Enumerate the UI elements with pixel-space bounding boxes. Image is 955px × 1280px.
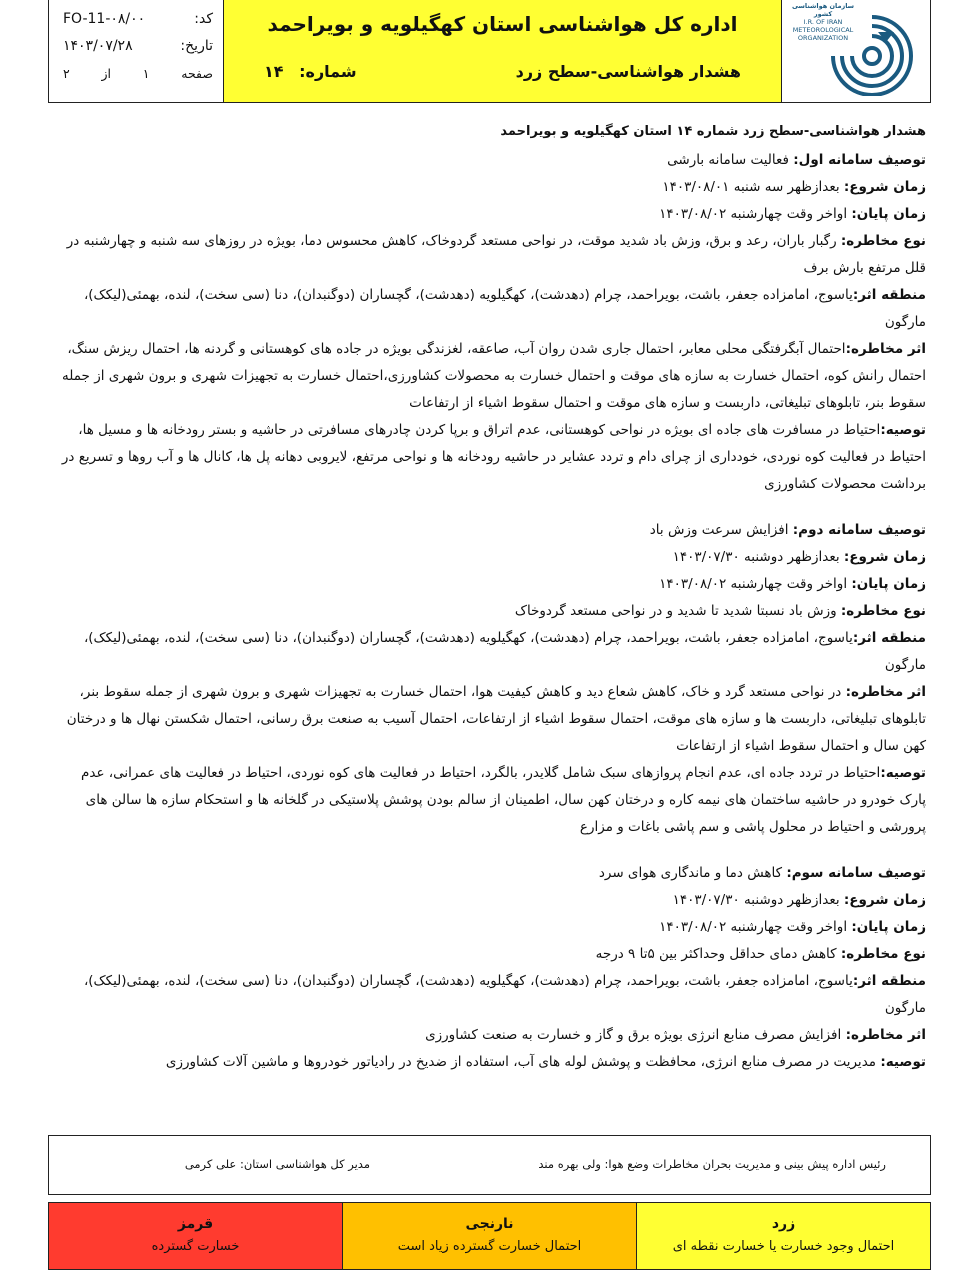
- impact-area: منطقه اثر:یاسوج، امامزاده جعفر، باشت، بویراحمد، چرام (دهدشت)، کهگیلویه (دهدشت)، گچساران (دوگنبدان)، دنا (سی سخت)، لنده، بهمئی(لیکک)، مارگون: [83, 973, 926, 1016]
- legend-red-desc: خسارت گسترده: [151, 1239, 240, 1254]
- title-block: [224, 0, 782, 102]
- number-label: شماره:: [299, 62, 357, 81]
- hazard-impact: اثر مخاطره: افزایش مصرف منابع انرژی بویژه برق و گاز و خسارت به صنعت کشاورزی: [425, 1027, 926, 1043]
- logo-text-en2: METEOROLOGICAL: [792, 26, 854, 34]
- impact-area: منطقه اثر:یاسوج، امامزاده جعفر، باشت، بویراحمد، چرام (دهدشت)، کهگیلویه (دهدشت)، گچساران (دوگنبدان)، دنا (سی سخت)، لنده، بهمئی(لیکک)، مارگون: [83, 287, 926, 330]
- logo-text-en1: I.R. OF IRAN: [803, 18, 843, 26]
- legend-red-name: قرمز: [177, 1216, 214, 1232]
- page-of: از: [101, 66, 112, 81]
- signature-box: [48, 1135, 931, 1195]
- page-total: ۲: [63, 66, 70, 81]
- end-time: زمان پایان: اواخر وقت چهارشنبه ۱۴۰۳/۰۸/۰۲: [659, 576, 926, 592]
- warning-body: [60, 118, 926, 1076]
- document-header: [48, 0, 931, 103]
- logo-block: [782, 0, 930, 102]
- legend-orange-desc: احتمال خسارت گسترده زیاد است: [397, 1239, 582, 1254]
- org-title: اداره کل هواشناسی استان کهگیلویه و بویراحمد: [267, 12, 738, 36]
- start-time: زمان شروع: بعدازظهر سه شنبه ۱۴۰۳/۰۸/۰۱: [662, 179, 926, 195]
- advice: توصیه: مدیریت در مصرف منابع انرژی، محافظت و پوشش لوله های آب، استفاده از ضدیخ در رادیاتور خودروها و ماشین آلات کشاورزی: [165, 1054, 926, 1070]
- legend-yellow: [636, 1203, 930, 1269]
- hazard-type: نوع مخاطره: کاهش دمای حداقل وحداکثر بین ۵تا ۹ درجه: [595, 946, 926, 962]
- start-time: زمان شروع: بعدازظهر دوشنبه ۱۴۰۳/۰۷/۳۰: [672, 892, 926, 908]
- advice: توصیه:احتیاط در مسافرت های جاده ای بویژه در نواحی کوهستانی، عدم اتراق و برپا کردن چادرهای مسافرتی در حاشیه و بستر رودخانه ها و مسیل ها، احتیاط در فعالیت کوه نوردی، خودداری از چرای دام و تردد عشایر در حاشیه رودخانه ها و نواحی مرتفع، لایروبی دهانه پل ها، کانال ها و آب روها و تسریع در برداشت محصولات کشاورزی: [61, 422, 926, 492]
- legend-orange-name: نارنجی: [465, 1216, 514, 1232]
- legend-red: [49, 1203, 342, 1269]
- start-time: زمان شروع: بعدازظهر دوشنبه ۱۴۰۳/۰۷/۳۰: [672, 549, 926, 565]
- impact-area: منطقه اثر:یاسوج، امامزاده جعفر، باشت، بویراحمد، چرام (دهدشت)، کهگیلویه (دهدشت)، گچساران (دوگنبدان)، دنا (سی سخت)، لنده، بهمئی(لیکک)، مارگون: [83, 630, 926, 673]
- legend-orange: [342, 1203, 636, 1269]
- end-time: زمان پایان: اواخر وقت چهارشنبه ۱۴۰۳/۰۸/۰۲: [659, 919, 926, 935]
- hazard-type: نوع مخاطره: وزش باد نسبتا شدید تا شدید و در نواحی مستعد گردوخاک: [514, 603, 926, 619]
- hazard-impact: اثر مخاطره: در نواحی مستعد گرد و خاک، کاهش شعاع دید و کاهش کیفیت هوا، احتمال خسارت به تجهیزات شهری و برون شهری از جمله سقوط بنر، تابلوهای تبلیغاتی، داربست ها و سازه های موقت، احتمال سقوط اشیاء از ارتفاعات، احتمال آسیب به صنعت برق رسانی، احتمال شکستن نهال ها و درختان کهن سال و احتمال سقوط اشیاء از ارتفاعات: [66, 684, 926, 754]
- document-title: هشدار هواشناسی-سطح زرد شماره ۱۴ استان کهگیلویه و بویراحمد: [500, 124, 926, 139]
- system-2: [60, 517, 926, 841]
- page-current: ۱: [142, 66, 150, 81]
- warning-title: هشدار هواشناسی-سطح زرد: [515, 62, 741, 81]
- date-label: تاریخ:: [180, 38, 213, 54]
- forecast-head-signature: رئیس اداره پیش بینی و مدیریت بحران مخاطرات وضع هوا: ولی بهره مند: [538, 1157, 886, 1171]
- section-gap: [60, 498, 926, 517]
- page-row: [63, 60, 213, 87]
- date-value: ۱۴۰۳/۰۷/۲۸: [63, 38, 133, 54]
- system-description: توصیف سامانه اول: فعالیت سامانه بارشی: [667, 152, 926, 168]
- system-description: توصیف سامانه دوم: افزایش سرعت وزش باد: [649, 522, 926, 538]
- legend-yellow-name: زرد: [771, 1216, 796, 1232]
- document-meta: [49, 0, 224, 102]
- warning-level-legend: [48, 1202, 931, 1270]
- code-label: کد:: [194, 11, 213, 27]
- end-time: زمان پایان: اواخر وقت چهارشنبه ۱۴۰۳/۰۸/۰۲: [659, 206, 926, 222]
- code-row: [63, 6, 213, 33]
- system-1: [60, 147, 926, 498]
- logo-text-fa: سازمان هواشناسی کشور: [791, 2, 855, 18]
- warning-number: [264, 62, 357, 81]
- system-description: توصیف سامانه سوم: کاهش دما و ماندگاری هوای سرد: [598, 865, 926, 881]
- director-signature: مدیر کل هواشناسی استان: علی کرمی: [184, 1157, 370, 1171]
- advice: توصیه:احتیاط در تردد جاده ای، عدم انجام پروازهای سبک شامل گلایدر، بالگرد، احتیاط در فعالیت های کوه نوردی، احتیاط در فعالیت های عمرانی، عدم پارک خودرو در حاشیه ساختمان های نیمه کاره و درختان کهن سال، اطمینان از سالم بودن پوشش پلاستیکی در گلخانه ها و استحکام سازه ها سالن های پرورشی و احتیاط در محلول پاشی و سم پاشی باغات و مزارع: [81, 765, 926, 835]
- hazard-impact: اثر مخاطره:احتمال آبگرفتگی محلی معابر، احتمال جاری شدن روان آب، صاعقه، لغزندگی بویژه در جاده های کوهستانی و گردنه ها، احتمال ریزش سنگ، احتمال رانش کوه، احتمال خسارت به سازه های موقت و احتمال خسارت به محصولات کشاورزی،احتمال خسارت به تجهیزات شهری و برون شهری از جمله سقوط بنر، تابلوهای تبلیغاتی، داربست و سازه های موقت و احتمال سقوط اشیاء از ارتفاعات: [62, 341, 926, 411]
- number-value: ۱۴: [264, 62, 284, 81]
- hazard-type: نوع مخاطره: رگبار باران، رعد و برق، وزش باد شدید موقت، در نواحی مستعد گردوخاک، کاهش محسوس دما، بویژه در روزهای سه شنبه و چهارشنبه در قلل مرتفع بارش برف: [66, 233, 926, 276]
- logo-text-en3: ORGANIZATION: [797, 34, 849, 42]
- legend-yellow-desc: احتمال وجود خسارت یا خسارت نقطه ای: [672, 1239, 895, 1254]
- page-label: صفحه: [181, 66, 213, 81]
- date-row: [63, 33, 213, 60]
- code-value: FO-11-۰۸/۰۰: [63, 11, 146, 27]
- meteorological-logo-icon: [826, 12, 916, 96]
- system-3: [60, 860, 926, 1076]
- section-gap: [60, 841, 926, 860]
